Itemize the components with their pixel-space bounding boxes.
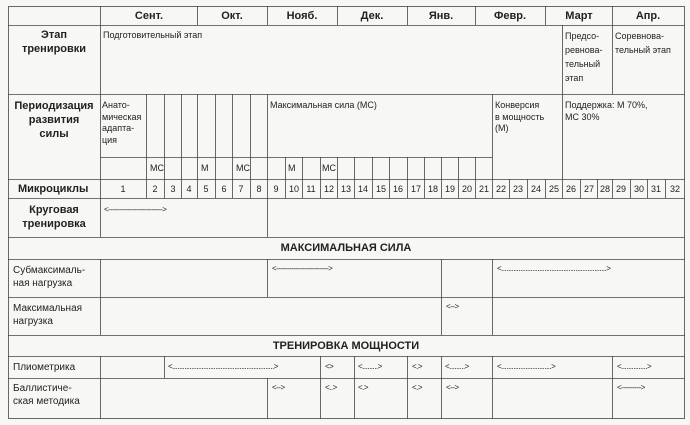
sub-label-ms: МС xyxy=(236,163,250,173)
microcycle-number: 17 xyxy=(410,184,422,194)
microcycle-number: 31 xyxy=(650,184,662,194)
microcycle-number: 15 xyxy=(375,184,387,194)
stage-competitive: Соревнова- тельный этап xyxy=(615,31,671,55)
microcycle-number: 2 xyxy=(152,184,158,194)
phase-anatomical-adaptation: Анато- мическая адапта- ция xyxy=(102,100,142,146)
plyometrics-arrow: <.........> xyxy=(445,362,469,371)
plyometrics-arrow: <...........................................................> xyxy=(168,362,278,371)
microcycle-number: 32 xyxy=(669,184,681,194)
plyometrics-arrow: <.............................> xyxy=(497,362,556,371)
sub-label-m: М xyxy=(288,163,296,173)
ballistic-arrow: <.> xyxy=(358,383,369,392)
microcycle-number: 29 xyxy=(615,184,627,194)
phase-max-strength: Максимальная сила (МС) xyxy=(270,100,377,110)
month-sep: Сент. xyxy=(134,10,164,22)
microcycle-number: 3 xyxy=(170,184,176,194)
microcycle-number: 22 xyxy=(495,184,507,194)
plyometrics-arrow: <.........> xyxy=(358,362,382,371)
microcycle-number: 9 xyxy=(273,184,279,194)
row-label-periodization: Периодизация развития силы xyxy=(14,100,94,140)
microcycle-number: 6 xyxy=(221,184,227,194)
ballistic-arrow: <--> xyxy=(446,383,459,392)
month-apr: Апр. xyxy=(635,10,661,22)
stage-precompetitive: Предсо- ревнова- тельный этап xyxy=(565,31,603,83)
month-nov: Нояб. xyxy=(286,10,318,22)
microcycle-number: 27 xyxy=(583,184,595,194)
microcycle-number: 24 xyxy=(530,184,542,194)
month-mar: Март xyxy=(565,10,593,22)
microcycle-number: 8 xyxy=(256,184,262,194)
microcycle-number: 18 xyxy=(427,184,439,194)
submax-arrow: <.............................................................> xyxy=(497,264,611,273)
month-oct: Окт. xyxy=(221,10,243,22)
row-label-submax: Субмаксималь- ная нагрузка xyxy=(13,265,86,289)
ballistic-arrow: <..> xyxy=(325,383,337,392)
microcycle-number: 13 xyxy=(340,184,352,194)
ballistic-arrow: <.> xyxy=(412,383,423,392)
plyometrics-arrow: <.> xyxy=(412,362,423,371)
section-max-strength: МАКСИМАЛЬНАЯ СИЛА xyxy=(280,242,412,254)
sub-label-ms: МС xyxy=(150,163,164,173)
ballistic-arrow: <--> xyxy=(272,383,285,392)
sub-label-m: М xyxy=(201,163,209,173)
month-feb: Февр. xyxy=(493,10,527,22)
microcycle-number: 20 xyxy=(461,184,473,194)
microcycle-number: 21 xyxy=(478,184,490,194)
microcycle-number: 28 xyxy=(599,184,611,194)
phase-maintenance: Поддержка: М 70%, МС 30% xyxy=(565,100,648,122)
row-label-max-load: Максимальная нагрузка xyxy=(13,303,83,327)
row-label-plyometrics: Плиометрика xyxy=(13,362,76,373)
microcycle-number: 1 xyxy=(120,184,126,194)
microcycle-number: 30 xyxy=(633,184,645,194)
microcycle-number: 5 xyxy=(203,184,209,194)
microcycle-number: 23 xyxy=(512,184,524,194)
microcycle-number: 14 xyxy=(357,184,369,194)
stage-preparatory: Подготовительный этап xyxy=(103,30,203,40)
microcycle-number: 11 xyxy=(306,184,316,194)
max-load-arrow: <--> xyxy=(446,302,459,311)
microcycle-number: 19 xyxy=(444,184,456,194)
row-label-circuit: Круговая тренировка xyxy=(22,204,86,230)
submax-arrow: <------------------------> xyxy=(272,264,333,273)
ballistic-arrow: <---------> xyxy=(617,383,645,392)
month-dec: Дек. xyxy=(360,10,384,22)
row-label-stage: Этап тренировки xyxy=(21,29,87,55)
microcycle-number: 12 xyxy=(323,184,335,194)
microcycle-number: 7 xyxy=(238,184,244,194)
plyometrics-arrow: <...............> xyxy=(617,362,652,371)
microcycle-number: 16 xyxy=(392,184,404,194)
circuit-duration-arrow: <-------------------------> xyxy=(104,205,167,214)
section-power-training: ТРЕНИРОВКА МОЩНОСТИ xyxy=(272,340,420,352)
month-jan: Янв. xyxy=(428,10,454,22)
microcycle-number: 25 xyxy=(548,184,560,194)
sub-label-ms: МС xyxy=(322,163,336,173)
row-label-ballistic: Баллистиче- ская методика xyxy=(13,383,80,407)
plyometrics-arrow: <> xyxy=(325,362,334,371)
microcycle-number: 10 xyxy=(288,184,300,194)
phase-conversion: Конверсия в мощность (М) xyxy=(495,100,545,134)
microcycle-number: 26 xyxy=(565,184,577,194)
row-label-microcycles: Микроциклы xyxy=(18,183,89,195)
microcycle-number: 4 xyxy=(186,184,192,194)
